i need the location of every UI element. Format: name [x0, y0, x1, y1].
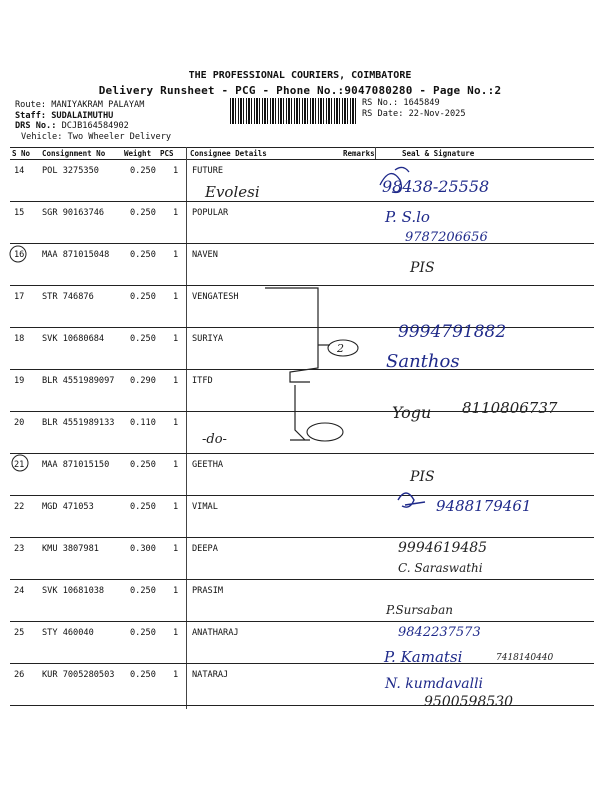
row-sno: 25	[14, 628, 25, 638]
row-consignment-no: POL 3275350	[42, 166, 99, 176]
row-weight: 0.250	[130, 460, 156, 470]
row-consignment-no: MAA 871015048	[42, 250, 110, 260]
signature-14: 98438-25558	[382, 177, 490, 196]
route-value: MANIYAKRAM PALAYAM	[51, 100, 145, 110]
row-weight: 0.250	[130, 166, 156, 176]
signature-extra-25: 7418140440	[496, 653, 554, 663]
row-pcs: 1	[173, 628, 179, 638]
row-consignment-no: STR 746876	[42, 292, 94, 302]
signature-name-15: P. S.lo	[385, 208, 430, 226]
row-sno: 23	[14, 544, 25, 554]
staff-line: Staff: SUDALAIMUTHU	[15, 110, 114, 121]
rs-no-line: RS No.: 1645849	[362, 98, 440, 108]
signature-name-20: Yogu	[392, 403, 432, 422]
signature-name-25: P. Kamatsi	[384, 648, 463, 666]
row-sno: 14	[14, 166, 25, 176]
col-header-consignment: Consignment No	[42, 149, 106, 158]
row-consignment-no: SVK 10680684	[42, 334, 105, 344]
row-consignment-no: KMU 3807981	[42, 544, 99, 554]
signature-num-20: 8110806737	[462, 399, 558, 417]
signature-num-25: 9842237573	[398, 625, 481, 640]
signature-name-18: Santhos	[386, 351, 460, 372]
row-consignment-no: BLR 4551989133	[42, 418, 115, 428]
row-pcs: 1	[173, 544, 179, 554]
bracket-mark: 2	[337, 342, 344, 355]
row-weight: 0.250	[130, 334, 156, 344]
row-sno: 16	[14, 250, 25, 260]
row-weight: 0.250	[130, 250, 156, 260]
row-consignee: PRASIM	[192, 586, 224, 596]
row-weight: 0.250	[130, 292, 156, 302]
circle-mark-16	[10, 246, 26, 262]
row-consignment-no: MAA 871015150	[42, 460, 110, 470]
row-consignment-no: BLR 4551989097	[42, 376, 115, 386]
row-weight: 0.300	[130, 544, 156, 554]
row-consignee: NAVEN	[192, 250, 218, 260]
signature-num-18: 9994791882	[398, 322, 507, 342]
ditto-20: -do-	[202, 432, 227, 447]
rs-date-value: 22-Nov-2025	[408, 108, 466, 119]
signature-num-22: 9488179461	[436, 497, 532, 515]
row-weight: 0.250	[130, 670, 156, 680]
row-sno: 15	[14, 208, 25, 218]
row-sno: 18	[14, 334, 25, 344]
staff-value: SUDALAIMUTHU	[51, 110, 114, 121]
row-consignee: GEETHA	[192, 460, 224, 470]
row-sno: 24	[14, 586, 25, 596]
signature-num-26: 9500598530	[424, 694, 514, 710]
rs-date-line: RS Date: 22-Nov-2025	[362, 108, 466, 119]
row-pcs: 1	[173, 250, 179, 260]
row-pcs: 1	[173, 376, 179, 386]
row-pcs: 1	[173, 334, 179, 344]
row-sno: 26	[14, 670, 25, 680]
company-title: THE PROFESSIONAL COURIERS, COIMBATORE	[188, 70, 412, 81]
runsheet-title: Delivery Runsheet - PCG - Phone No.:9047080280 - Page No.:2	[98, 84, 502, 97]
row-pcs: 1	[173, 670, 179, 680]
row-sno: 22	[14, 502, 25, 512]
row-pcs: 1	[173, 502, 179, 512]
col-header-pcs: PCS	[160, 149, 174, 158]
col-header-sno: S No	[12, 149, 31, 158]
row-weight: 0.250	[130, 628, 156, 638]
row-sno: 20	[14, 418, 25, 428]
signature-name-23: C. Saraswathi	[398, 561, 483, 575]
vehicle-value: Two Wheeler Delivery	[67, 131, 172, 142]
consignee-signature-14: Evolesi	[205, 183, 260, 201]
row-consignee: NATARAJ	[192, 670, 229, 680]
row-consignment-no: STY 460040	[42, 628, 94, 638]
row-consignment-no: MGD 471053	[42, 502, 94, 512]
col-header-weight: Weight	[124, 149, 152, 158]
signature-num-15: 9787206656	[405, 230, 488, 245]
row-consignment-no: SGR 90163746	[42, 208, 105, 218]
route-line: Route: MANIYAKRAM PALAYAM	[15, 100, 145, 110]
row-pcs: 1	[173, 166, 179, 176]
row-consignee: ANATHARAJ	[192, 628, 239, 638]
row-consignee: FUTURE	[192, 166, 224, 176]
bracket-line-upper	[265, 288, 318, 382]
row-sno: 17	[14, 292, 25, 302]
row-weight: 0.110	[130, 418, 156, 428]
row-weight: 0.250	[130, 502, 156, 512]
row-sno: 21	[14, 460, 25, 470]
row-consignee: VENGATESH	[192, 292, 239, 302]
row-consignment-no: KUR 7005280503	[42, 670, 115, 680]
row-sno: 19	[14, 376, 25, 386]
row-weight: 0.250	[130, 586, 156, 596]
row-pcs: 1	[173, 208, 179, 218]
rs-no-value: 1645849	[403, 98, 440, 108]
ditto-circle	[307, 423, 343, 441]
signature-name-26: N. kumdavalli	[385, 676, 484, 692]
signature-num-23: 9994619485	[398, 540, 488, 556]
row-consignee: VIMAL	[192, 502, 218, 512]
drs-line: DRS No.: DCJB164584902	[15, 121, 129, 131]
signature-name-24: P.Sursaban	[386, 603, 454, 617]
row-consignee: ITFD	[192, 376, 213, 386]
circle-mark-21	[12, 455, 28, 471]
row-pcs: 1	[173, 460, 179, 470]
row-pcs: 1	[173, 292, 179, 302]
row-weight: 0.250	[130, 208, 156, 218]
row-consignee: DEEPA	[192, 544, 218, 554]
drs-value: DCJB164584902	[61, 121, 129, 131]
col-header-remarks: Remarks	[343, 149, 375, 158]
scribble-22	[398, 493, 425, 507]
col-header-consignee: Consignee Details	[190, 149, 267, 158]
row-pcs: 1	[173, 586, 179, 596]
vehicle-line: Vehicle: Two Wheeler Delivery	[21, 131, 172, 142]
row-weight: 0.290	[130, 376, 156, 386]
row-pcs: 1	[173, 418, 179, 428]
row-consignee: SURIYA	[192, 334, 224, 344]
signature-16: PIS	[410, 260, 435, 276]
row-consignment-no: SVK 10681038	[42, 586, 105, 596]
row-consignee: POPULAR	[192, 208, 229, 218]
signature-21: PIS	[410, 469, 435, 485]
col-header-seal: Seal & Signature	[402, 149, 475, 158]
